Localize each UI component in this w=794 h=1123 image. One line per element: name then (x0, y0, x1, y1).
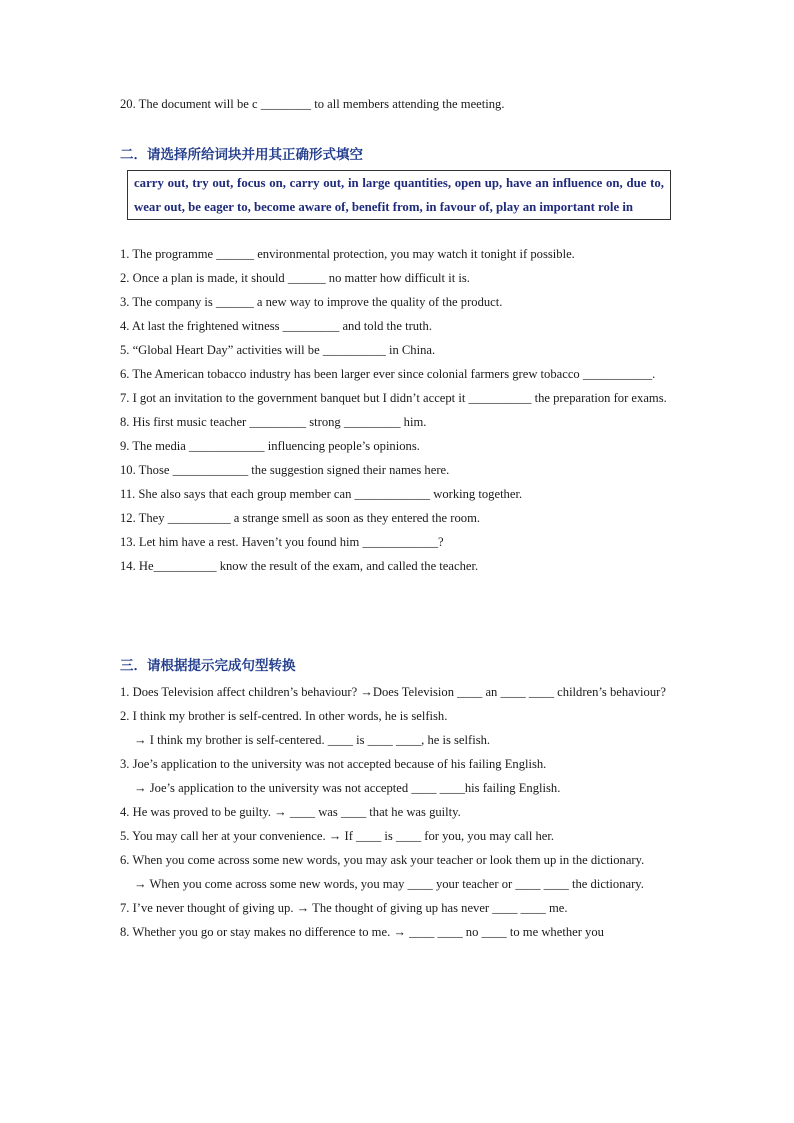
transform-item: 7. I’ve never thought of giving up. → The thought of giving up has never ____ ____ me. (120, 901, 568, 915)
question-item: 11. She also says that each group member can ____________ working together. (120, 487, 523, 501)
section-2-questions (120, 242, 674, 578)
question-item: 9. The media ____________ influencing people’s opinions. (120, 439, 420, 453)
word-bank-box: carry out, try out, focus on, carry out, in large quantities, open up, have an influence on, due to, wear out, be eager to, become aware of, benefit from, in favour of, play an important role in (127, 170, 671, 220)
question-item: 1. The programme ______ environmental protection, you may watch it tonight if possible. (120, 247, 575, 261)
section-3-heading: 三．请根据提示完成句型转换 (120, 658, 296, 674)
question-item: 2. Once a plan is made, it should ______ no matter how difficult it is. (120, 271, 470, 285)
question-item: 12. They __________ a strange smell as soon as they entered the room. (120, 511, 481, 525)
transform-item: 5. You may call her at your convenience. → If ____ is ____ for you, you may call her. (120, 829, 555, 843)
question-item: 4. At last the frightened witness _________ and told the truth. (120, 319, 433, 333)
transform-item: 1. Does Television affect children’s behaviour? →Does Television ____ an ____ ____ children’s behaviour? (120, 685, 666, 699)
question-item: 7. I got an invitation to the government banquet but I didn’t accept it __________ the preparation for exams. (120, 391, 667, 405)
question-item: 5. “Global Heart Day” activities will be __________ in China. (120, 343, 436, 357)
question-20: 20. The document will be c ________ to all members attending the meeting. (120, 97, 505, 111)
transform-item: 3. Joe’s application to the university was not accepted because of his failing English. (120, 757, 547, 771)
section-3-lines (120, 680, 674, 944)
question-item: 14. He__________ know the result of the exam, and called the teacher. (120, 559, 479, 573)
transform-item: 6. When you come across some new words, you may ask your teacher or look them up in the dictionary. (120, 853, 645, 867)
transform-answer: → Joe’s application to the university was not accepted ____ ____his failing English. (134, 781, 561, 795)
transform-item: 4. He was proved to be guilty. → ____ was ____ that he was guilty. (120, 805, 461, 819)
question-item: 10. Those ____________ the suggestion signed their names here. (120, 463, 450, 477)
question-item: 8. His first music teacher _________ strong _________ him. (120, 415, 427, 429)
question-item: 13. Let him have a rest. Haven’t you found him ____________? (120, 535, 444, 549)
transform-answer: → When you come across some new words, you may ____ your teacher or ____ ____ the dictionary. (134, 877, 644, 891)
transform-item: 8. Whether you go or stay makes no difference to me. → ____ ____ no ____ to me whether you (120, 925, 604, 939)
question-item: 6. The American tobacco industry has been larger ever since colonial farmers grew tobacco ___________. (120, 367, 656, 381)
transform-item: 2. I think my brother is self-centred. In other words, he is selfish. (120, 709, 448, 723)
section-2-heading: 二．请选择所给词块并用其正确形式填空 (120, 147, 363, 163)
transform-answer: → I think my brother is self-centered. ____ is ____ ____, he is selfish. (134, 733, 491, 747)
question-item: 3. The company is ______ a new way to improve the quality of the product. (120, 295, 503, 309)
